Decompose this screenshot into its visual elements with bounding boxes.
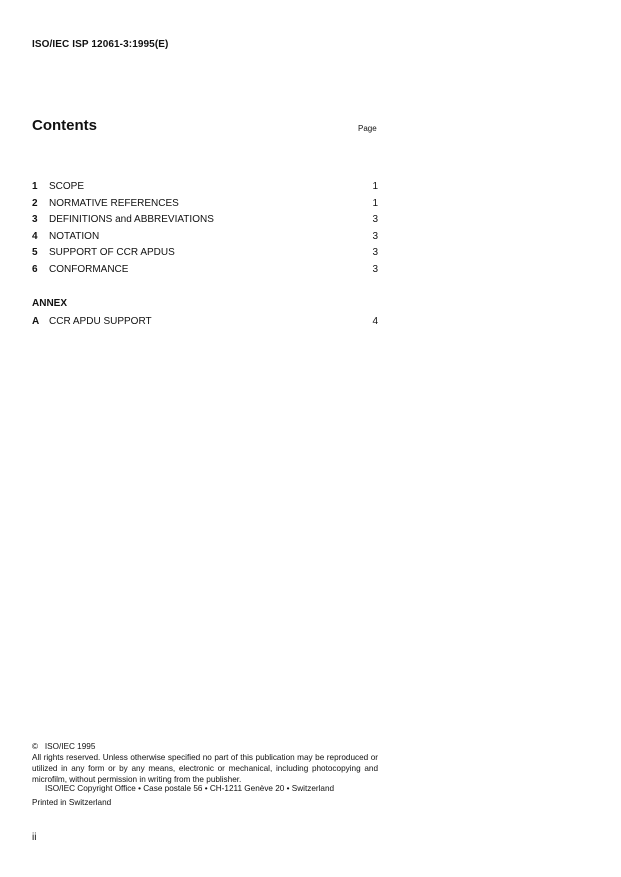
annex-entry-letter: A [32, 316, 40, 327]
copyright-notice: All rights reserved. Unless otherwise specified no part of this publication may be reproduced or utilized in any form or by any means, electronic or mechanical, including photocopying and microfilm, without permission in writing from the publisher. [32, 753, 378, 784]
toc-entry-number: 1 [32, 181, 38, 192]
toc-entry[interactable] [32, 247, 378, 264]
toc-entry[interactable] [32, 181, 378, 198]
contents-title: Contents [32, 117, 97, 134]
toc-entry-title: SCOPE [49, 181, 85, 192]
toc-entry-title: NORMATIVE REFERENCES [49, 197, 179, 209]
toc-entry-number: 6 [32, 263, 38, 275]
toc-entry[interactable] [32, 231, 378, 248]
toc-entry-title: DEFINITIONS and ABBREVIATIONS [49, 214, 214, 226]
toc-entry-page: 3 [372, 247, 378, 259]
copyright-symbol: © [32, 742, 39, 751]
annex-entry[interactable] [32, 316, 378, 333]
toc-entry-number: 2 [32, 197, 38, 209]
toc-entry-title: NOTATION [49, 230, 100, 242]
annex-heading: ANNEX [32, 298, 68, 309]
toc-entry-page: 3 [372, 230, 378, 242]
toc-entry[interactable] [32, 214, 378, 231]
copyright-office-address: ISO/IEC Copyright Office • Case postale 56 • CH-1211 Genève 20 • Switzerland [45, 784, 335, 793]
page-column-label: Page [358, 124, 377, 133]
toc-entry-number: 4 [32, 230, 38, 242]
copyright-holder-year: ISO/IEC 1995 [44, 742, 96, 751]
printed-in: Printed in Switzerland [32, 798, 112, 807]
table-of-contents [32, 181, 378, 281]
annex-list [32, 316, 378, 333]
toc-entry-page: 1 [372, 181, 378, 192]
document-id: ISO/IEC ISP 12061-3:1995(E) [32, 39, 169, 50]
toc-entry-number: 5 [32, 247, 38, 259]
toc-entry-page: 1 [372, 197, 378, 209]
copyright-block [32, 741, 378, 785]
toc-entry[interactable] [32, 264, 378, 281]
toc-entry-page: 3 [372, 263, 378, 275]
toc-entry[interactable] [32, 198, 378, 215]
annex-entry-title: CCR APDU SUPPORT [49, 316, 152, 327]
page-number: ii [32, 832, 37, 843]
toc-entry-page: 3 [372, 214, 378, 226]
annex-entry-page: 4 [372, 316, 378, 327]
toc-entry-title: CONFORMANCE [49, 263, 129, 275]
toc-entry-number: 3 [32, 214, 38, 226]
toc-entry-title: SUPPORT OF CCR APDUS [49, 247, 175, 259]
